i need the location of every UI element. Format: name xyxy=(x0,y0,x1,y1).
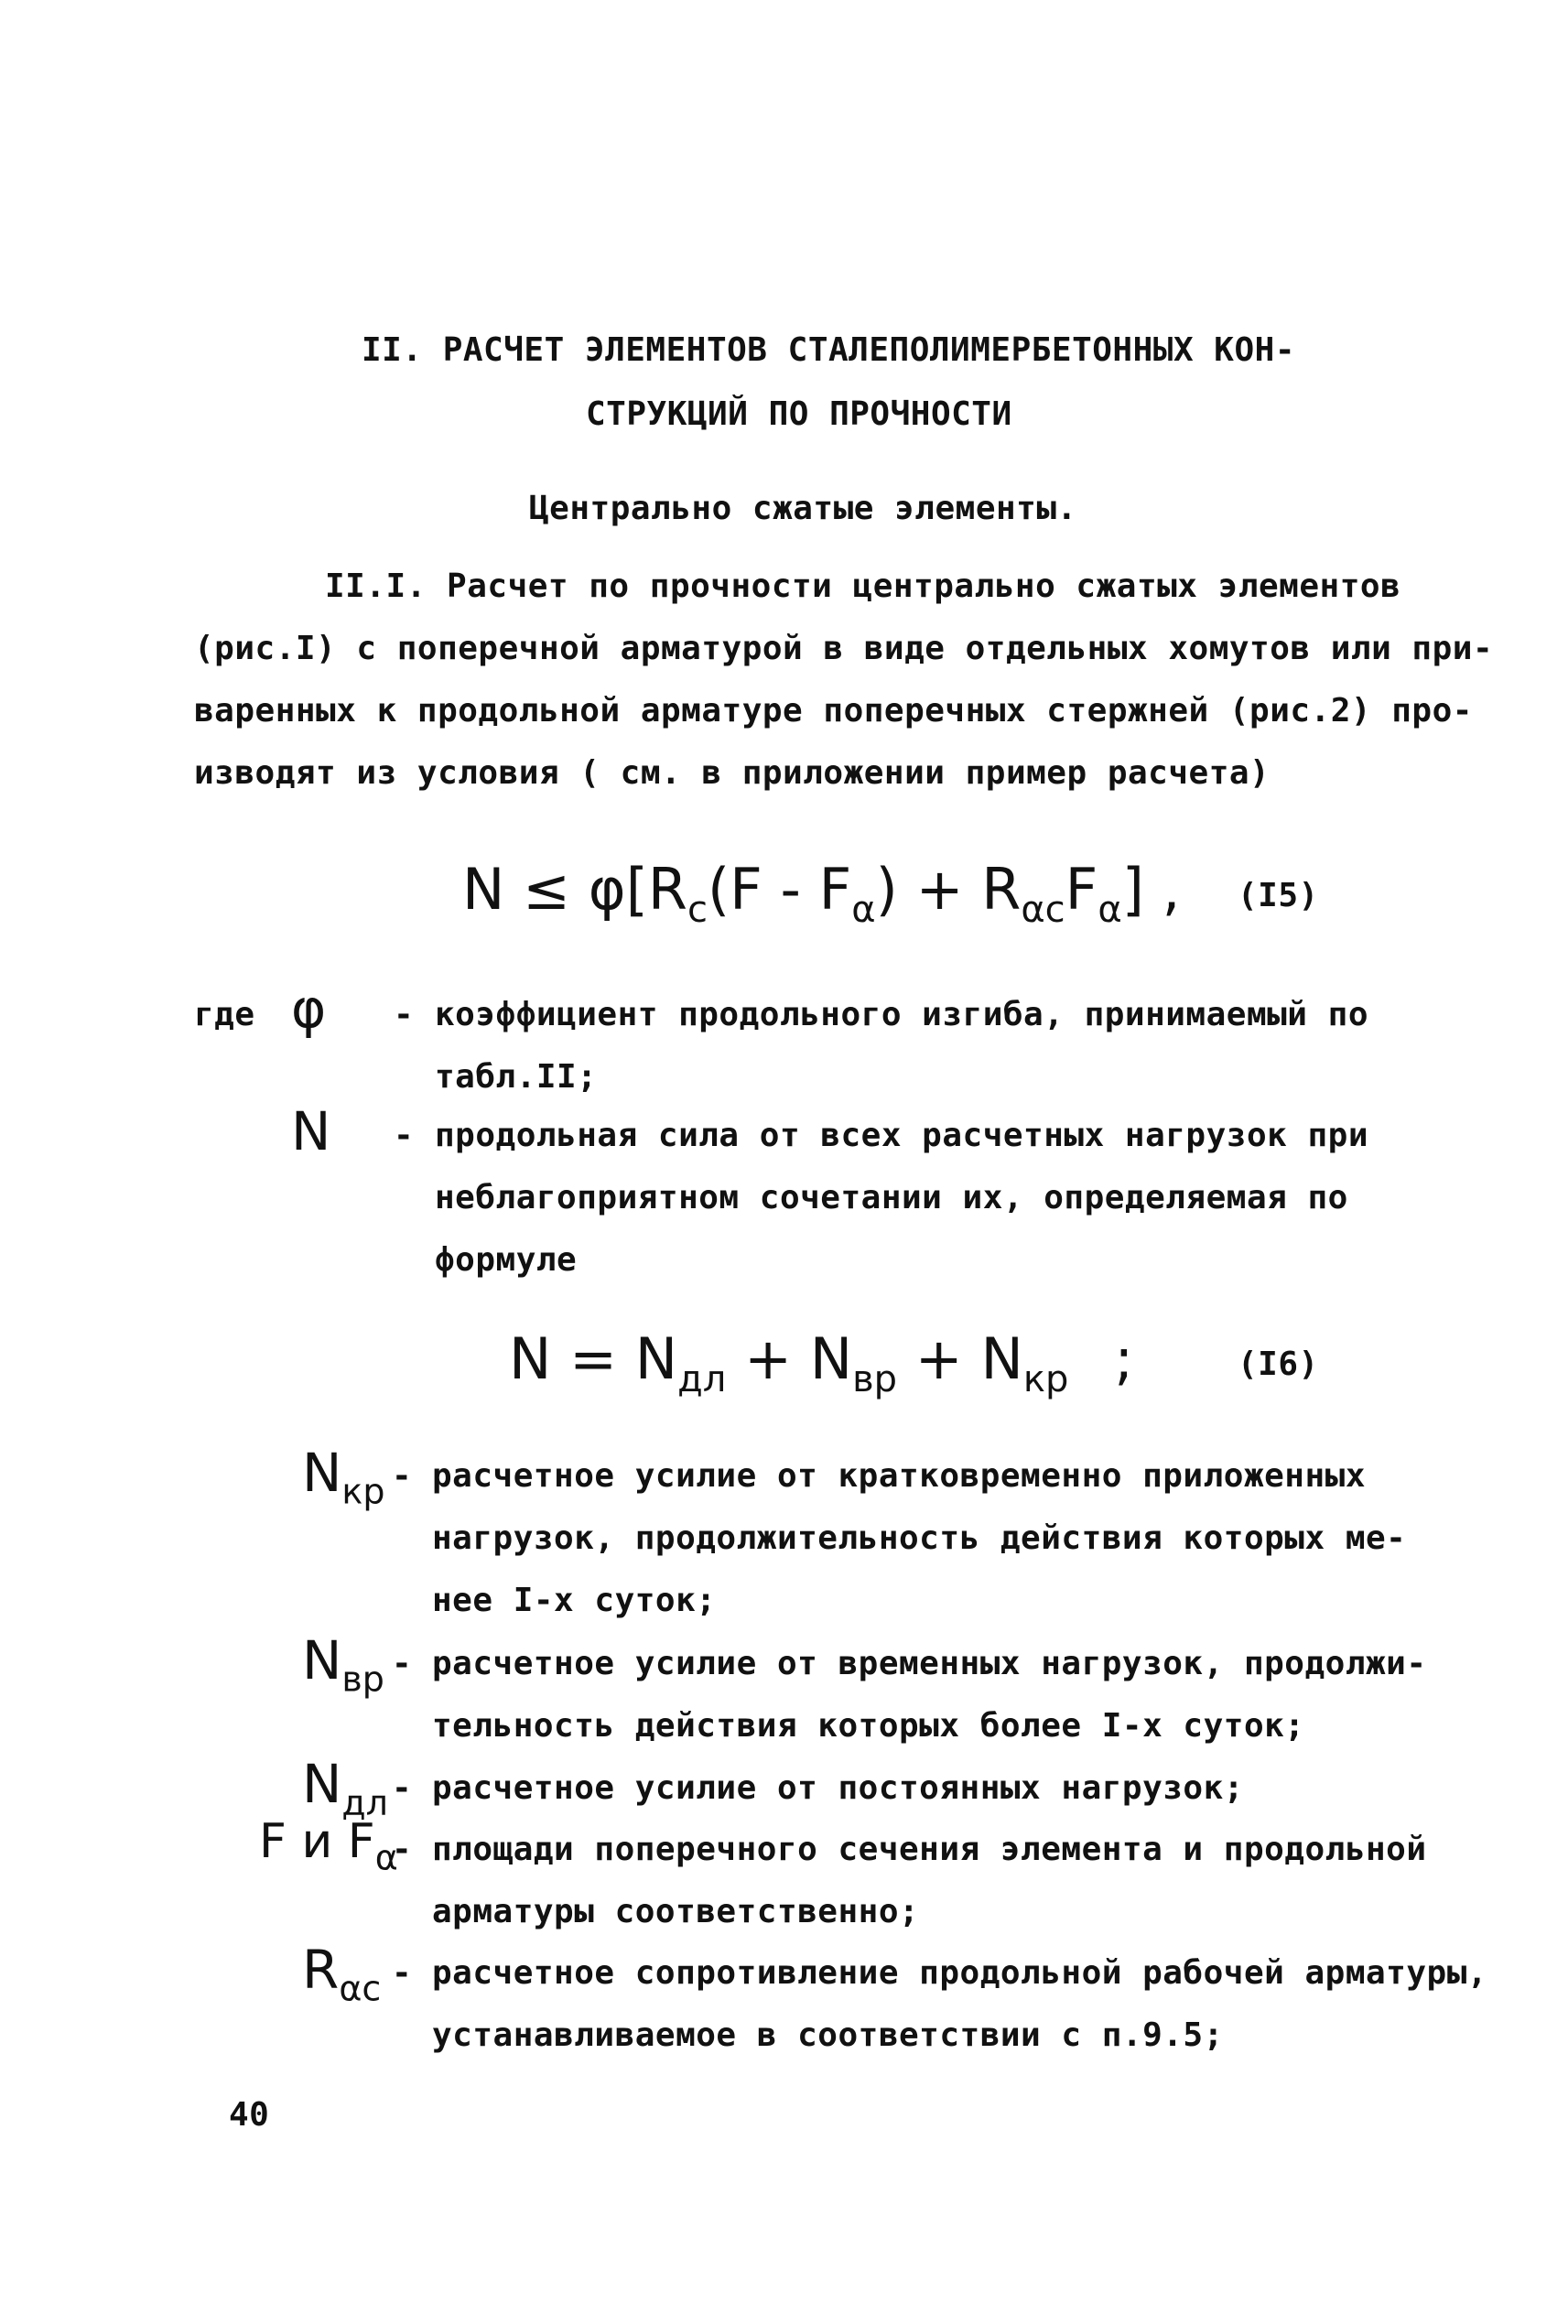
rac-def-line-1: расчетное сопротивление продольной рабочей арматуры, xyxy=(432,1954,1488,1992)
formula-15-number: (I5) xyxy=(1238,877,1319,914)
paragraph-line-4: изводят из условия ( см. в приложении пример расчета) xyxy=(194,754,1271,792)
section-title-line2: СТРУКЦИЙ ПО ПРОЧНОСТИ xyxy=(586,395,1012,433)
nkr-def-line-2: нагрузок, продолжительность действия которых ме- xyxy=(432,1519,1407,1557)
nkr-def-line-1: расчетное усилие от кратковременно приложенных xyxy=(432,1457,1366,1495)
n-def-line-2: неблагоприятном сочетании их, определяемая по xyxy=(435,1179,1348,1216)
n-def-line-3: формуле xyxy=(435,1241,578,1279)
phi-def-line-1: коэффициент продольного изгиба, принимаемый по xyxy=(435,996,1368,1033)
nvr-symbol: $N_{вр}$ xyxy=(302,1629,384,1700)
formula-16-number: (I6) xyxy=(1238,1346,1319,1383)
n-dash: - xyxy=(394,1117,415,1154)
ndl-dash: - xyxy=(392,1769,413,1807)
phi-dash: - xyxy=(394,996,415,1033)
where-label: где xyxy=(194,996,255,1033)
ndl-symbol: $N_{дл}$ xyxy=(302,1753,388,1823)
n-def-line-1: продольная сила от всех расчетных нагрузок при xyxy=(435,1117,1368,1154)
page-number: 40 xyxy=(229,2096,270,2134)
nvr-dash: - xyxy=(392,1645,413,1682)
paragraph-line-2: (рис.I) с поперечной арматурой в виде отдельных хомутов или при- xyxy=(194,630,1494,667)
ndl-def-line-1: расчетное усилие от постоянных нагрузок; xyxy=(432,1769,1244,1807)
formula-16: $N = N_{дл} + N_{вр} + N_{кр}$ ; xyxy=(509,1325,1134,1400)
nkr-symbol: $N_{кр}$ xyxy=(302,1442,385,1512)
n-symbol: N xyxy=(291,1100,331,1162)
rac-def-line-2: устанавливаемое в соответствии с п.9.5; xyxy=(432,2016,1224,2054)
phi-symbol: φ xyxy=(291,978,327,1040)
section-title-line1: II. РАСЧЕТ ЭЛЕМЕНТОВ СТАЛЕПОЛИМЕРБЕТОННЫХ КОН- xyxy=(362,331,1295,369)
f-fa-def-line-1: площади поперечного сечения элемента и продольной xyxy=(432,1831,1427,1868)
section-subtitle: Центрально сжатые элементы. xyxy=(529,490,1077,527)
paragraph-line-3: варенных к продольной арматуре поперечных стержней (рис.2) про- xyxy=(194,692,1473,730)
formula-15: $N \le \varphi[R_c(F - F_\alpha) + R_{\alpha c}F_\alpha]$ , xyxy=(462,856,1181,931)
nkr-dash: - xyxy=(392,1457,413,1495)
f-fa-def-line-2: арматуры соответственно; xyxy=(432,1893,920,1930)
f-fa-symbol: F и $F_\alpha$ xyxy=(259,1814,398,1878)
nvr-def-line-1: расчетное усилие от временных нагрузок, продолжи- xyxy=(432,1645,1427,1682)
rac-symbol: $R_{\alpha c}$ xyxy=(302,1939,382,2009)
f-fa-dash: - xyxy=(392,1831,413,1868)
phi-def-line-2: табл.II; xyxy=(435,1058,598,1096)
rac-dash: - xyxy=(392,1954,413,1992)
nkr-def-line-3: нее I-х суток; xyxy=(432,1582,717,1619)
paragraph-line-1: II.I. Расчет по прочности центрально сжатых элементов xyxy=(325,567,1401,605)
nvr-def-line-2: тельность действия которых более I-х суток; xyxy=(432,1707,1305,1745)
